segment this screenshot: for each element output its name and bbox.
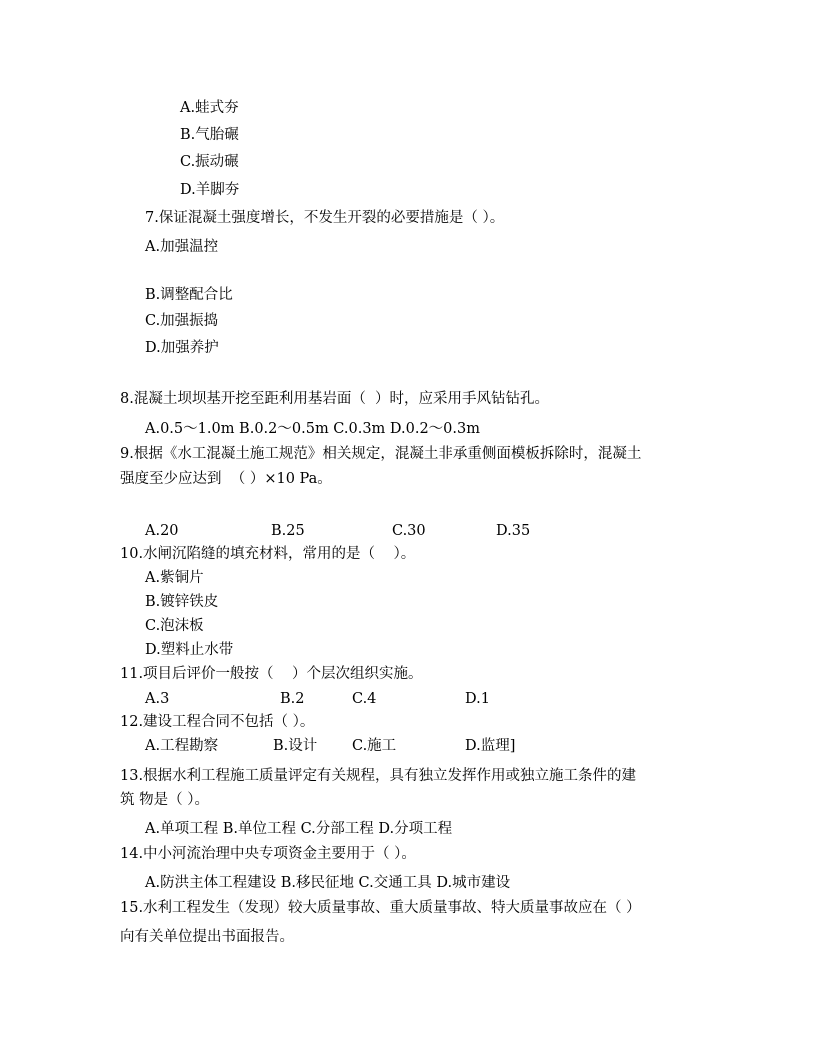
q13-options: A.单项工程 B.单位工程 C.分部工程 D.分项工程 [145,821,453,837]
q10-option-a: A.紫铜片 [145,570,204,586]
q11-stem: 11.项目后评价一般按（ ）个层次组织实施。 [120,666,423,682]
q9-option-d: D.35 [496,523,531,539]
q12-option-b: B.设计 [273,738,318,754]
q15-stem-line1: 15.水利工程发生（发现）较大质量事故、重大质量事故、特大质量事故应在（ ） [120,900,641,916]
q6-option-d: D.羊脚夯 [180,182,240,198]
q10-stem: 10.水闸沉陷缝的填充材料，常用的是（ ）。 [120,546,416,562]
q11-option-b: B.2 [280,691,305,707]
q10-option-d: D.塑料止水带 [145,642,234,658]
q13-stem-line2: 筑 物是（ ）。 [120,792,209,808]
q12-stem: 12.建设工程合同不包括（ ）。 [120,714,315,730]
q13-stem-line1: 13.根据水利工程施工质量评定有关规程，具有独立发挥作用或独立施工条件的建 [120,768,637,784]
q9-option-b: B.25 [271,523,305,539]
q11-option-c: C.4 [352,691,377,707]
q15-stem-line2: 向有关单位提出书面报告。 [120,929,294,945]
q12-option-c: C.施工 [352,738,397,754]
q9-stem-line2: 强度至少应达到 （ ）×10 Pa。 [120,471,332,487]
q9-option-c: C.30 [392,523,426,539]
q7-option-b: B.调整配合比 [145,287,233,303]
q7-option-a: A.加强温控 [145,239,219,255]
q10-option-b: B.镀锌铁皮 [145,594,219,610]
q6-option-a: A.蛙式夯 [180,100,239,116]
q6-option-c: C.振动碾 [180,154,239,170]
q11-option-d: D.1 [465,691,490,707]
q8-stem: 8.混凝土坝坝基开挖至距利用基岩面（ ）时，应采用手风钻钻孔。 [120,391,550,407]
q7-option-d: D.加强养护 [145,340,219,356]
q10-option-c: C.泡沫板 [145,618,204,634]
q6-option-b: B.气胎碾 [180,127,239,143]
q14-options: A.防洪主体工程建设 B.移民征地 C.交通工具 D.城市建设 [145,875,511,891]
q12-option-d: D.监理] [465,738,516,754]
q9-stem-line1: 9.根据《水工混凝土施工规范》相关规定，混凝土非承重侧面模板拆除时，混凝土 [120,446,642,462]
q8-options: A.0.5～1.0m B.0.2～0.5m C.0.3m D.0.2～0.3m [145,421,480,437]
q7-stem: 7.保证混凝土强度增长，不发生开裂的必要措施是（ ）。 [145,210,505,226]
q14-stem: 14.中小河流治理中央专项资金主要用于（ ）。 [120,846,416,862]
q12-option-a: A.工程勘察 [145,738,219,754]
q9-option-a: A.20 [145,523,179,539]
q11-option-a: A.3 [145,691,170,707]
q7-option-c: C.加强振捣 [145,313,219,329]
